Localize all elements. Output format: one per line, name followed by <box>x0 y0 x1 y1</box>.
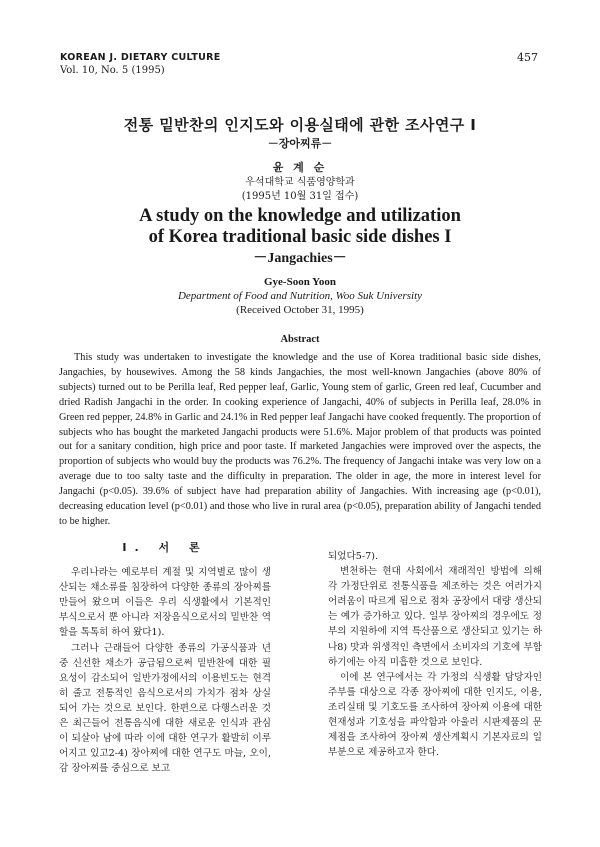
english-author: Gye-Soon Yoon <box>263 276 337 288</box>
abstract-heading: Abstract <box>280 334 320 345</box>
abstract-text: This study was undertaken to investigate the knowledge and the use of Korea traditional basic side dishes, Jangachies, by housewives. Among the 58 kinds Jangachies, the most well-known Jangachies (above 80% of subjects) turned out to be Perilla leaf, Red pepper leaf, Garlic, Young stem of garlic, Green red leaf, Cucumber and dried Radish Jangachi in the order. In cooking experience of Jangachi, 40% of subjects in Perilla leaf, 28.0% in Green red pepper, 24.8% in Garlic and 24.1% in Red pepper leaf Jangachi have cooked frequently. The proportion of subjects who has bought the marketed Jangachi products were 51.6%. Major problem of that products was pointed out for a sanitary condition, high price and poor taste. If marketed Jangachies were improved over the aspects, the proportion of subjects who would buy the products was 76.2%. The frequency of Jangachi intake was very low on a average due to too salty taste and the difficulty in preparation. The older in age, the more in interest level for Jangachi (p<0.05). 39.6% of subject have had preparation ability of Jangachies. With increasing age (p<0.01), decreasing education level (p<0.01) and those who live in rural area (p<0.05), preparation ability of Jangachi tended to be higher. <box>59 352 541 527</box>
body-paragraph: 되었다5-7). <box>328 551 379 562</box>
korean-affiliation: 우석대학교 식품영양학과 <box>245 177 355 188</box>
korean-author: 윤 계 순 <box>272 161 328 174</box>
body-paragraph: 우리나라는 예로부터 계절 및 지역별로 많이 생산되는 채소류를 침장하여 다양한 종류의 장아찌를 만들어 왔으며 이들은 우리 식생활에서 기본적인 부식으로서 뿐 아니라 저장음식으로서의 밑반찬 역할을 톡톡히 하여 왔다1). <box>59 567 271 639</box>
english-title-line1: A study on the knowledge and utilization <box>139 206 461 226</box>
korean-title: 전통 밑반찬의 인지도와 이용실태에 관한 조사연구 I <box>123 116 477 134</box>
korean-subtitle: －장아찌류－ <box>267 137 333 150</box>
journal-name: KOREAN J. DIETARY CULTURE <box>60 52 221 63</box>
english-received-date: (Received October 31, 1995) <box>236 304 364 316</box>
page-number: 457 <box>517 51 538 64</box>
english-affiliation: Department of Food and Nutrition, Woo Suk University <box>177 290 423 302</box>
korean-received-date: (1995년 10월 31일 접수) <box>241 191 359 202</box>
body-paragraph: 이에 본 연구에서는 각 가정의 식생활 담당자인 주부를 대상으로 각종 장아찌에 대한 인지도, 이용, 조리실태 및 기호도를 조사하여 장아찌 이용에 대한 현재성과 기호성을 파악함과 아울러 시판제품의 문제점을 조사하여 장아찌 생산계획시 기본자료의 일부분으로 제공하고자 한다. <box>328 671 542 759</box>
english-title-line2: of Korea traditional basic side dishes I <box>148 227 452 247</box>
left-column <box>59 540 271 776</box>
journal-volume: Vol. 10, No. 5 (1995) <box>60 65 165 76</box>
body-paragraph: 그러나 근래들어 다양한 종류의 가공식품과 년중 신선한 채소가 공급됨으로써 밑반찬에 대한 필요성이 감소되어 일반가정에서의 이용빈도는 현격히 줄고 전통적인 음식으로서의 가치가 점차 상실되어 가는 것으로 보인다. 한편으로 다행스러운 것은 최근들어 전통음식에 대한 새로운 인식과 관심이 되살아 남에 따라 이에 대한 연구가 활발히 이루어지고 있고2-4) 장아찌에 대한 연구도 마늘, 오이, 감 장아찌를 중심으로 보고 <box>59 642 271 775</box>
body-paragraph: 변천하는 현대 사회에서 재래적인 방법에 의해 각 가정단위로 전통식품을 제조하는 것은 여러가지 어려움이 따르게 됨으로 점차 공장에서 대량 생산되는 예가 증가하고 있다. 일부 장아찌의 경우에도 정부의 지원하에 지역 특산품으로 생산되고 있기는 하나8) 맛과 위생적인 측면에서 소비자의 기호에 부합하기에는 아직 미흡한 것으로 보인다. <box>328 566 542 668</box>
right-column <box>328 549 542 760</box>
section-heading-introduction: I. 서 론 <box>122 541 208 554</box>
english-subtitle: －Jangachies－ <box>253 251 347 266</box>
journal-header <box>60 51 221 77</box>
